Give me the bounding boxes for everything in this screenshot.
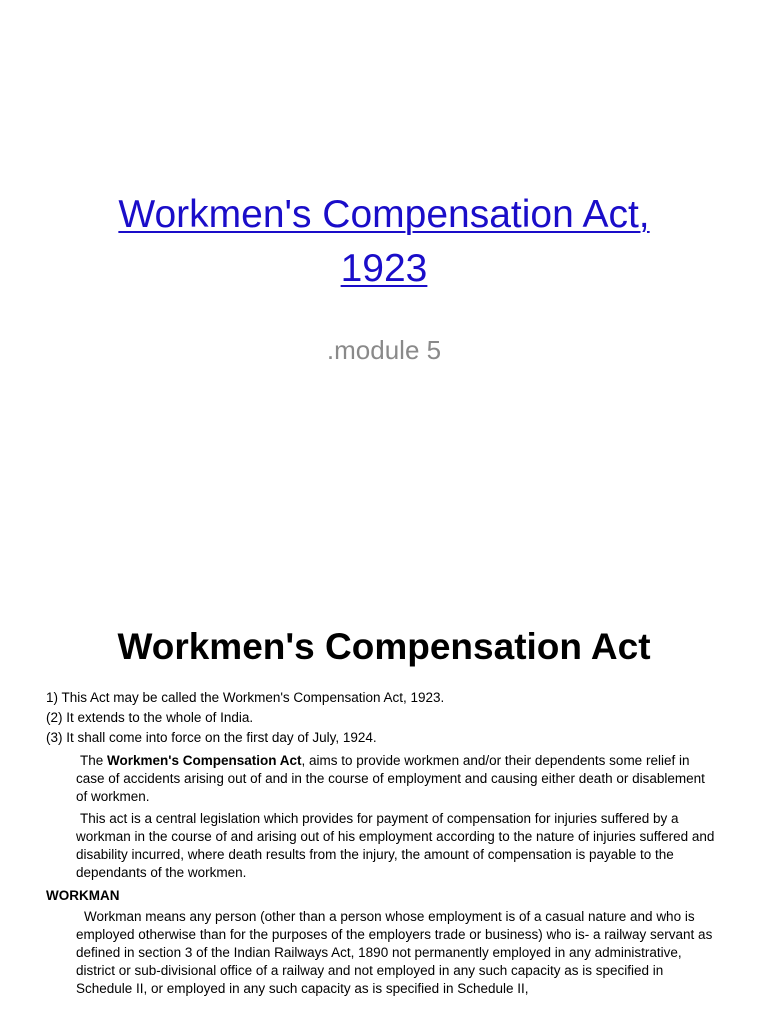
act-name-bold: Workmen's Compensation Act (107, 753, 302, 768)
intro-prefix: The (80, 753, 108, 768)
workman-heading: WORKMAN (46, 888, 120, 903)
title-link[interactable] (0, 188, 768, 296)
slide-heading: Workmen's Compensation Act (117, 626, 651, 667)
title-line-1[interactable]: Workmen's Compensation Act, (118, 193, 650, 236)
act-line-1: 1) This Act may be called the Workmen's Compensation Act, 1923. (46, 690, 445, 705)
content-slide (0, 576, 768, 1024)
intro-rest: , aims to provide workmen and/or their dependents some relief in case of accidents arising out of and in the course of employment and causing either death or disablement of workmen. (76, 753, 705, 804)
intro-paragraph (76, 752, 716, 806)
workman-paragraph: Workman means any person (other than a person whose employment is of a casual nature and who is employed otherwise than for the purposes of the employers trade or business) who is- a railway servant as defined in section 3 of the Indian Railways Act, 1890 not permanently employed in any administrative, district or sub-divisional office of a railway and not employed in any such capacity as is specified in Schedule II, or employed in any such capacity as is specified in Schedule II, (76, 909, 713, 996)
act-line-2: (2) It extends to the whole of India. (46, 710, 254, 725)
legislation-paragraph: This act is a central legislation which provides for payment of compensation for injuries suffered by a workman in the course of and arising out of his employment according to the nature of injuries suffered and disability incurred, where death results from the injury, the amount of compensation is payable to the dependants of the workmen. (76, 811, 715, 880)
body-text (46, 688, 716, 998)
subtitle: .module 5 (326, 335, 442, 365)
act-line-3: (3) It shall come into force on the first day of July, 1924. (46, 730, 377, 745)
title-line-2[interactable]: 1923 (340, 247, 428, 290)
